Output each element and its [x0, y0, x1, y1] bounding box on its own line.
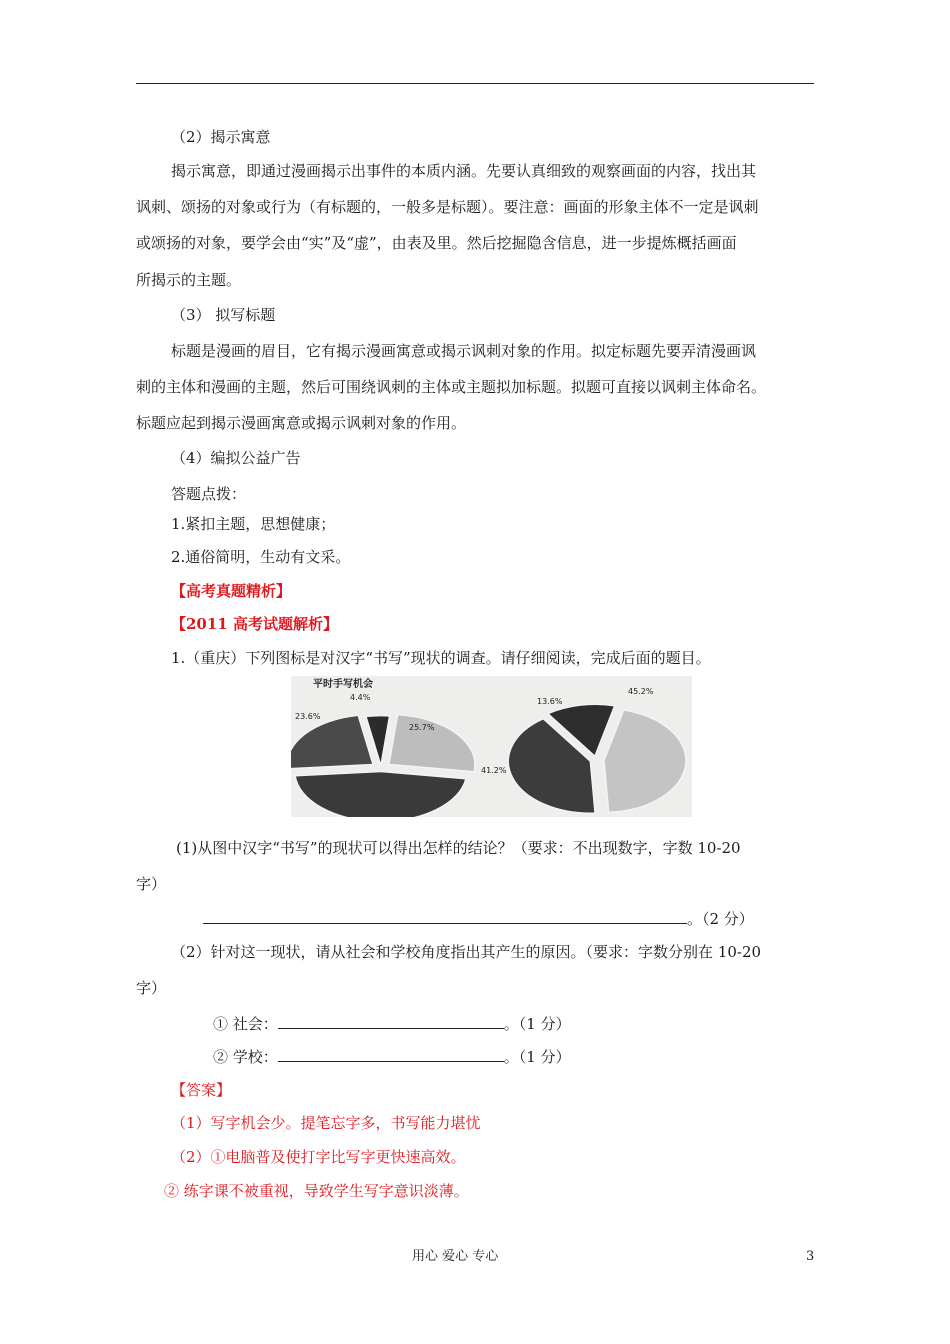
data-label: 4.4%: [350, 693, 371, 702]
exam-subheading: 【2011 高考试题解析】: [171, 615, 338, 633]
section-2-para-line: 讽刺、颂扬的对象或行为（有标题的，一般多是标题）。要注意：画面的形象主体不一定是讽刺: [136, 198, 759, 216]
points-note: 。（1 分）: [503, 1048, 571, 1066]
tips-label: 答题点拨：: [171, 485, 247, 503]
data-label: 45.2%: [628, 687, 654, 696]
sub-question-2-line: 字）: [136, 979, 167, 997]
sub-question-1-line: (1)从图中汉字“书写”的现状可以得出怎样的结论？（要求：不出现数字，字数 10-20: [176, 839, 741, 857]
tip-item: 1.紧扣主题，思想健康；: [171, 515, 336, 533]
answer-label: 【答案】: [171, 1081, 232, 1099]
tip-item: 2.通俗简明，生动有文采。: [171, 548, 351, 566]
answer-blank-society[interactable]: [278, 1013, 504, 1029]
answer-line: （1）写字机会少。提笔忘字多，书写能力堪忧: [171, 1114, 481, 1132]
chart-1-title: 平时手写机会: [313, 679, 373, 690]
exam-heading: 【高考真题精析】: [171, 582, 292, 600]
society-label: ① 社会：: [213, 1015, 278, 1033]
points-note: 。（1 分）: [503, 1015, 571, 1033]
page-number: 3: [806, 1249, 815, 1264]
question-1: 1.（重庆）下列图标是对汉字“书写”现状的调查。请仔细阅读，完成后面的题目。: [171, 649, 711, 667]
footer-motto: 用心 爱心 专心: [412, 1249, 499, 1264]
school-label: ② 学校：: [213, 1048, 278, 1066]
data-label: 25.7%: [409, 723, 435, 732]
pie-charts-svg: [291, 676, 692, 817]
points-note: 。（2 分）: [687, 910, 754, 928]
sub-question-1-line: 字）: [136, 875, 167, 893]
section-2-heading: （2）揭示寓意: [171, 128, 271, 146]
section-3-para-line: 标题是漫画的眉目，它有揭示漫画寓意或揭示讽刺对象的作用。拟定标题先要弄清漫画讽: [171, 342, 757, 360]
section-3-para-line: 刺的主体和漫画的主题，然后可围绕讽刺的主体或主题拟加标题。拟题可直接以讽刺主体命名。: [136, 378, 767, 396]
answer-line: （2）①电脑普及使打字比写字更快速高效。: [171, 1148, 466, 1166]
answer-line: ② 练字课不被重视，导致学生写字意识淡薄。: [164, 1182, 469, 1200]
section-2-para-line: 揭示寓意，即通过漫画揭示出事件的本质内涵。先要认真细致的观察画面的内容，找出其: [171, 162, 757, 180]
section-2-para-line: 所揭示的主题。: [136, 271, 242, 289]
answer-blank-school[interactable]: [278, 1046, 504, 1062]
section-2-para-line: 或颂扬的对象，要学会由“实”及“虚”，由表及里。然后挖掘隐含信息，进一步提炼概括画面: [136, 234, 737, 252]
section-3-heading: （3） 拟写标题: [171, 306, 276, 324]
survey-pie-charts: [291, 676, 692, 817]
data-label: 41.2%: [481, 766, 507, 775]
answer-blank-1[interactable]: [203, 908, 687, 924]
sub-question-2-line: （2）针对这一现状，请从社会和学校角度指出其产生的原因。（要求：字数分别在 10-20: [171, 943, 762, 961]
data-label: 13.6%: [537, 697, 563, 706]
data-label: 23.6%: [295, 712, 321, 721]
section-3-para-line: 标题应起到揭示漫画寓意或揭示讽刺对象的作用。: [136, 414, 467, 432]
section-4-heading: （4）编拟公益广告: [171, 449, 301, 467]
header-rule: [136, 83, 814, 84]
